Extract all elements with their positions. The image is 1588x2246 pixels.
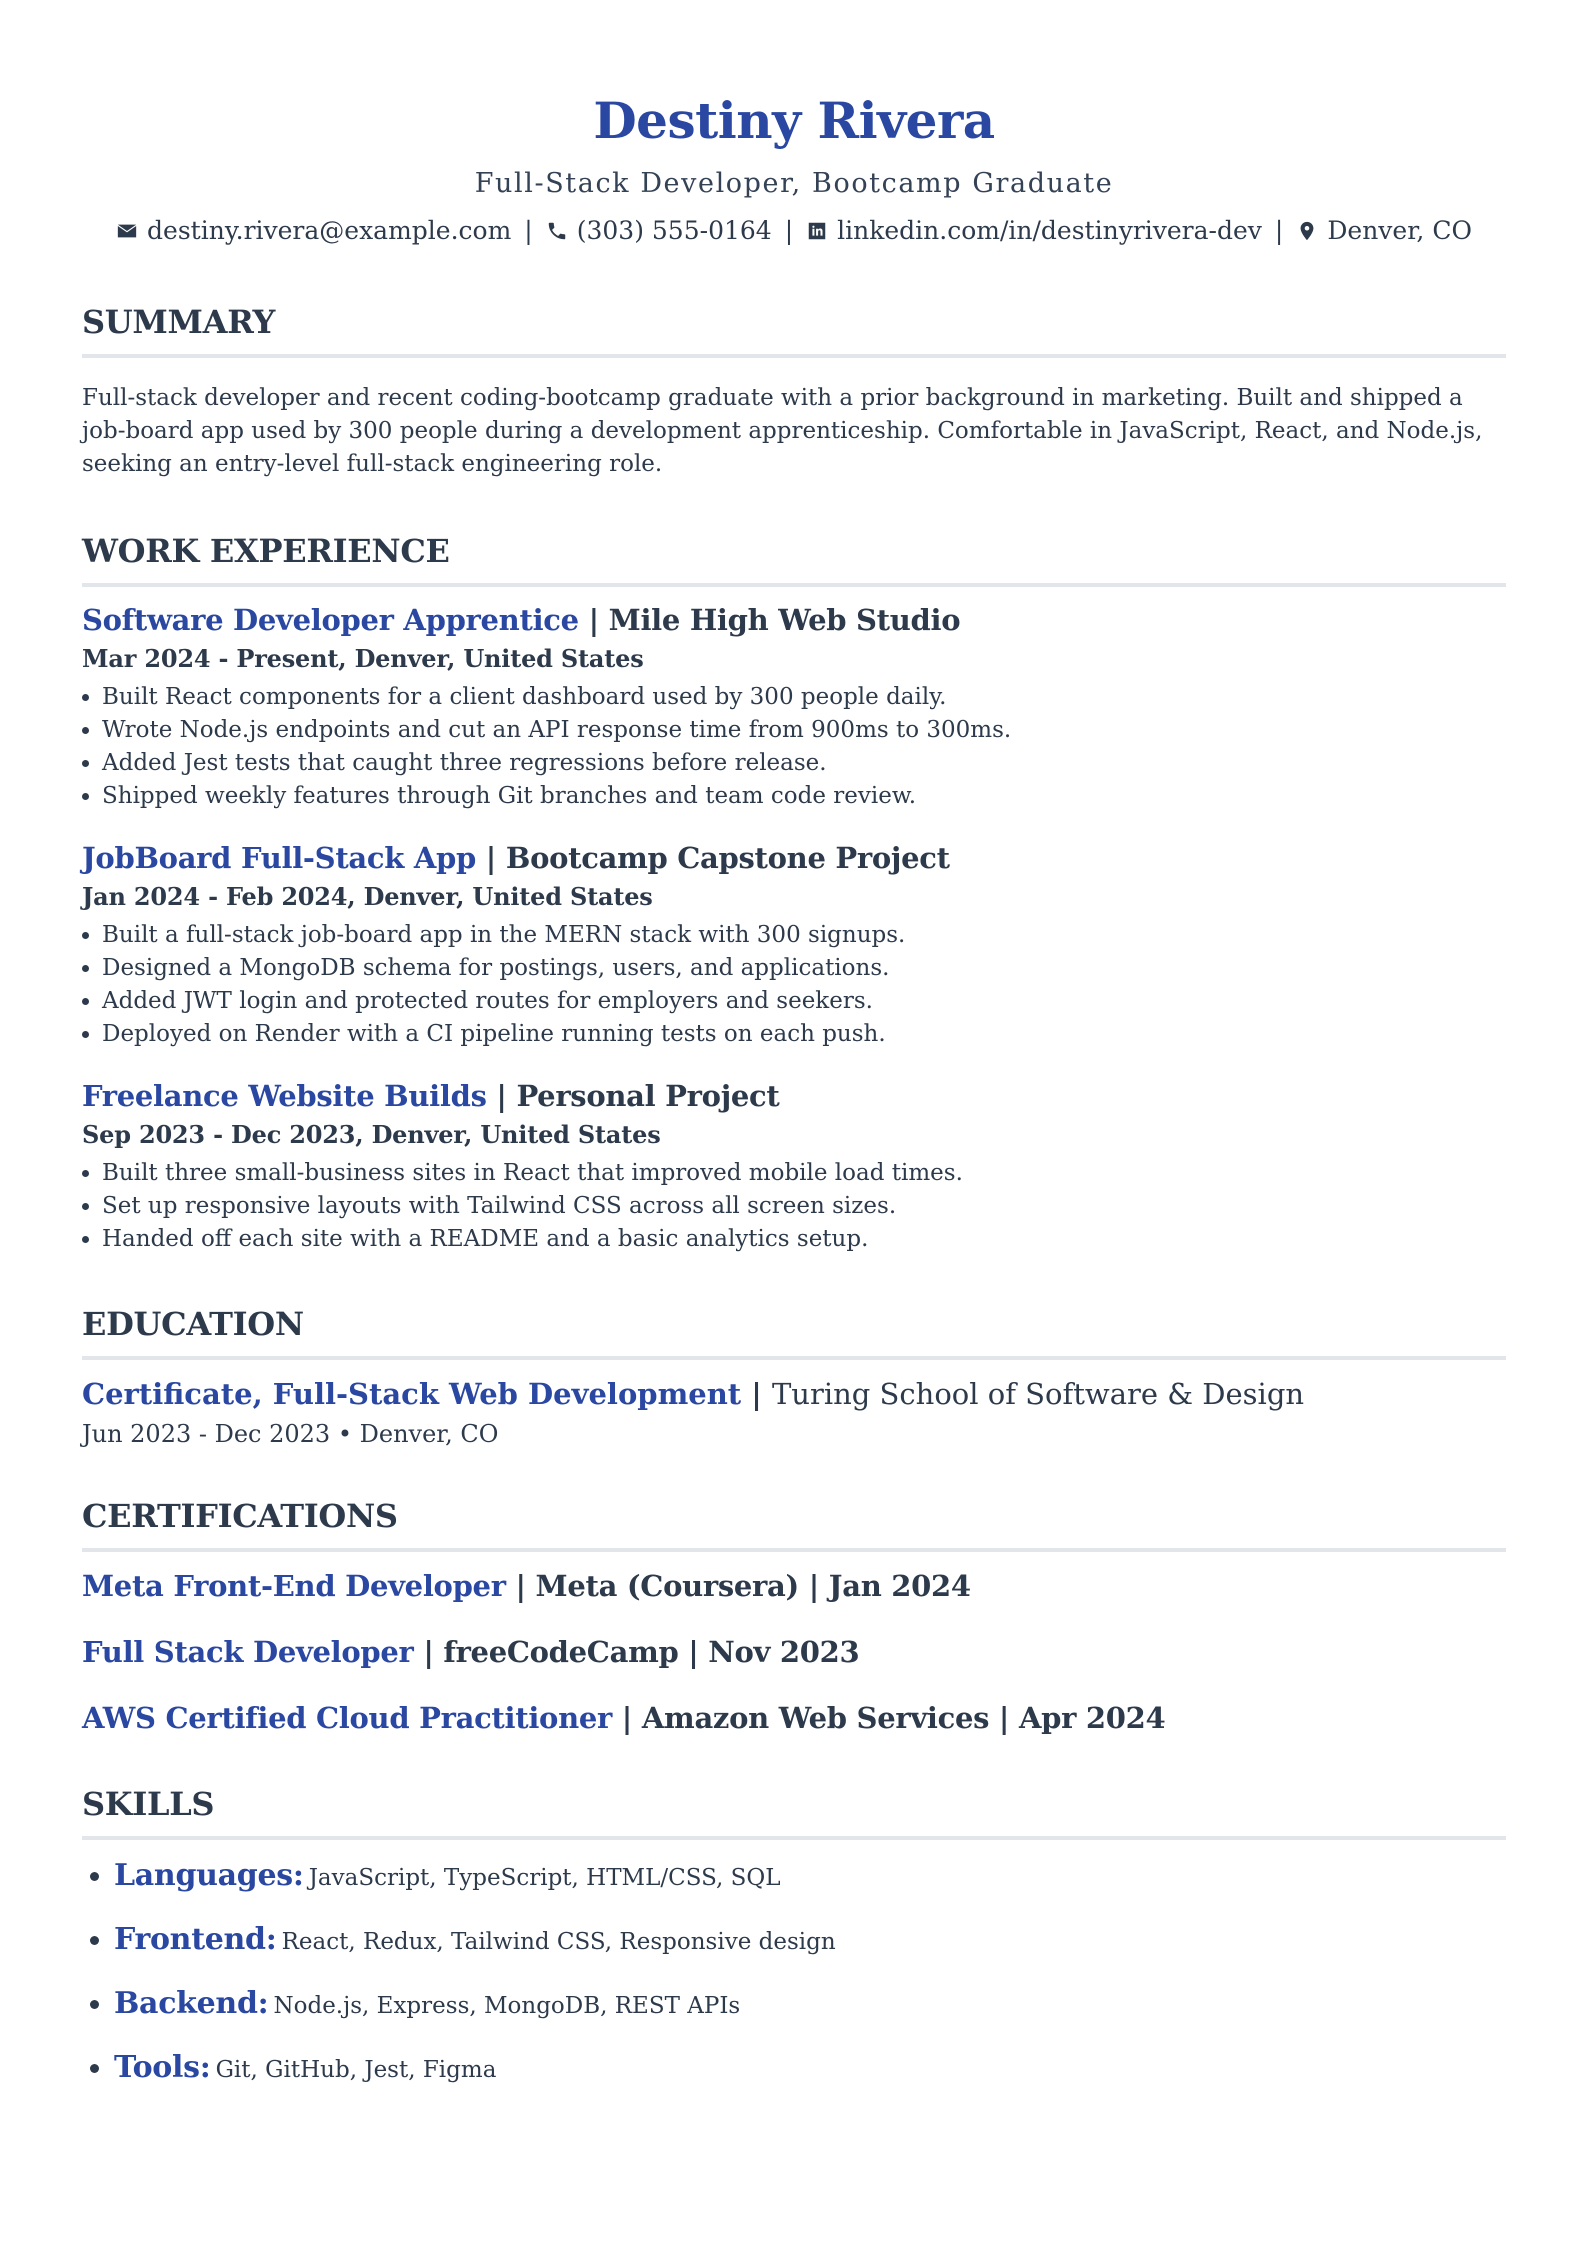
- section-divider: [82, 583, 1506, 587]
- section-title: SUMMARY: [82, 303, 276, 341]
- headline: Full-Stack Developer, Bootcamp Graduate: [474, 168, 1114, 199]
- certification-item: Meta Front-End Developer | Meta (Coursera) | Jan 2024: [82, 1569, 971, 1603]
- school: Turing School of Software & Design: [771, 1377, 1305, 1411]
- job-org: Personal Project: [516, 1079, 780, 1113]
- job-role: JobBoard Full-Stack App: [82, 841, 477, 875]
- bullet-item: • Added JWT login and protected routes for employers and seekers.: [102, 985, 1506, 1018]
- job-title: JobBoard Full-Stack App | Bootcamp Capstone Project: [82, 841, 950, 875]
- bullet-item: • Built three small-business sites in React that improved mobile load times.: [102, 1157, 1506, 1190]
- contact-separator: |: [784, 216, 794, 245]
- job-entry: [82, 839, 1506, 1051]
- education-meta: Jun 2023 - Dec 2023 • Denver, CO: [82, 1420, 499, 1448]
- job-org: Mile High Web Studio: [608, 603, 961, 637]
- skill-label: Frontend:: [114, 1922, 277, 1957]
- skill-values: React, Redux, Tailwind CSS, Responsive design: [281, 1929, 836, 1955]
- section-title: WORK EXPERIENCE: [82, 532, 450, 570]
- contact-row: [82, 214, 1506, 248]
- section-divider: [82, 1548, 1506, 1552]
- skill-values: Git, GitHub, Jest, Figma: [215, 2057, 497, 2083]
- job-meta: Mar 2024 - Present, Denver, United States: [82, 644, 644, 673]
- skills-list: [82, 1854, 1506, 2093]
- bullet-item: • Set up responsive layouts with Tailwind CSS across all screen sizes.: [102, 1190, 1506, 1223]
- skill-label: Backend:: [114, 1986, 269, 2021]
- contact-linkedin[interactable]: [806, 214, 1262, 248]
- bullet-item: • Added Jest tests that caught three regressions before release.: [102, 747, 1506, 780]
- phone-text: (303) 555-0164: [576, 216, 772, 245]
- section-title: SKILLS: [82, 1785, 215, 1823]
- job-entry: [82, 1077, 1506, 1256]
- job-role: Software Developer Apprentice: [82, 603, 579, 637]
- skill-item: [114, 1854, 1506, 1901]
- contact-separator: |: [1274, 216, 1284, 245]
- map-pin-icon: [1296, 220, 1318, 242]
- skill-values: JavaScript, TypeScript, HTML/CSS, SQL: [308, 1865, 781, 1891]
- job-entry: [82, 601, 1506, 813]
- contact-location: [1296, 214, 1472, 248]
- bullet-item: • Shipped weekly features through Git branches and team code review.: [102, 780, 1506, 813]
- education-section: [82, 1302, 1506, 1452]
- section-divider: [82, 1356, 1506, 1360]
- cert-name: Full Stack Developer: [82, 1635, 414, 1669]
- experience-section: [82, 529, 1506, 1256]
- email-text: destiny.rivera@example.com: [147, 216, 512, 245]
- skill-label: Languages:: [114, 1858, 304, 1893]
- degree: Certificate, Full-Stack Web Development: [82, 1377, 742, 1411]
- skill-item: [114, 2046, 1506, 2093]
- cert-detail: Meta (Coursera) | Jan 2024: [535, 1569, 971, 1603]
- job-meta: Jan 2024 - Feb 2024, Denver, United States: [82, 882, 653, 911]
- section-title: CERTIFICATIONS: [82, 1497, 398, 1535]
- job-bullets: [82, 1157, 1506, 1256]
- job-org: Bootcamp Capstone Project: [505, 841, 950, 875]
- job-title: Freelance Website Builds | Personal Project: [82, 1079, 780, 1113]
- summary-text: Full-stack developer and recent coding-bootcamp graduate with a prior background in marketing. Built and shipped a job-board app used by 300 people during a development apprenticeship. Comfortable in JavaScript, React, and Node.js, seeking an entry-level full-stack engineering role.: [82, 385, 1483, 477]
- cert-name: Meta Front-End Developer: [82, 1569, 506, 1603]
- section-divider: [82, 354, 1506, 358]
- contact-email[interactable]: [116, 214, 511, 248]
- job-bullets: [82, 919, 1506, 1051]
- location-text: Denver, CO: [1327, 216, 1472, 245]
- contact-separator: |: [524, 216, 533, 245]
- linkedin-text: linkedin.com/in/destinyrivera-dev: [837, 216, 1262, 245]
- skill-item: [114, 1982, 1506, 2029]
- education-entry: Certificate, Full-Stack Web Development | Turing School of Software & Design: [82, 1377, 1305, 1411]
- summary-section: [82, 300, 1506, 481]
- cert-detail: freeCodeCamp | Nov 2023: [443, 1635, 860, 1669]
- bullet-item: • Handed off each site with a README and a basic analytics setup.: [102, 1223, 1506, 1256]
- skills-section: [82, 1782, 1506, 2093]
- contact-phone[interactable]: [546, 214, 772, 248]
- job-title: Software Developer Apprentice | Mile High Web Studio: [82, 603, 961, 637]
- skill-item: [114, 1918, 1506, 1965]
- section-divider: [82, 1836, 1506, 1840]
- section-title: EDUCATION: [82, 1305, 304, 1343]
- envelope-icon: [116, 220, 138, 242]
- bullet-item: • Wrote Node.js endpoints and cut an API response time from 900ms to 300ms.: [102, 714, 1506, 747]
- cert-name: AWS Certified Cloud Practitioner: [82, 1701, 613, 1735]
- bullet-item: • Deployed on Render with a CI pipeline running tests on each push.: [102, 1018, 1506, 1051]
- certification-item: Full Stack Developer | freeCodeCamp | Nov 2023: [82, 1635, 860, 1669]
- certifications-section: [82, 1494, 1506, 1738]
- bullet-item: • Built a full-stack job-board app in the MERN stack with 300 signups.: [102, 919, 1506, 952]
- cert-detail: Amazon Web Services | Apr 2024: [641, 1701, 1166, 1735]
- certification-item: AWS Certified Cloud Practitioner | Amazon Web Services | Apr 2024: [82, 1701, 1166, 1735]
- bullet-item: • Built React components for a client dashboard used by 300 people daily.: [102, 681, 1506, 714]
- bullet-item: • Designed a MongoDB schema for postings, users, and applications.: [102, 952, 1506, 985]
- job-role: Freelance Website Builds: [82, 1079, 487, 1113]
- phone-icon: [546, 220, 568, 242]
- job-bullets: [82, 681, 1506, 813]
- skill-label: Tools:: [114, 2050, 211, 2085]
- job-meta: Sep 2023 - Dec 2023, Denver, United States: [82, 1120, 661, 1149]
- candidate-name: Destiny Rivera: [593, 91, 995, 150]
- linkedin-icon: [806, 220, 828, 242]
- skill-values: Node.js, Express, MongoDB, REST APIs: [273, 1993, 741, 2019]
